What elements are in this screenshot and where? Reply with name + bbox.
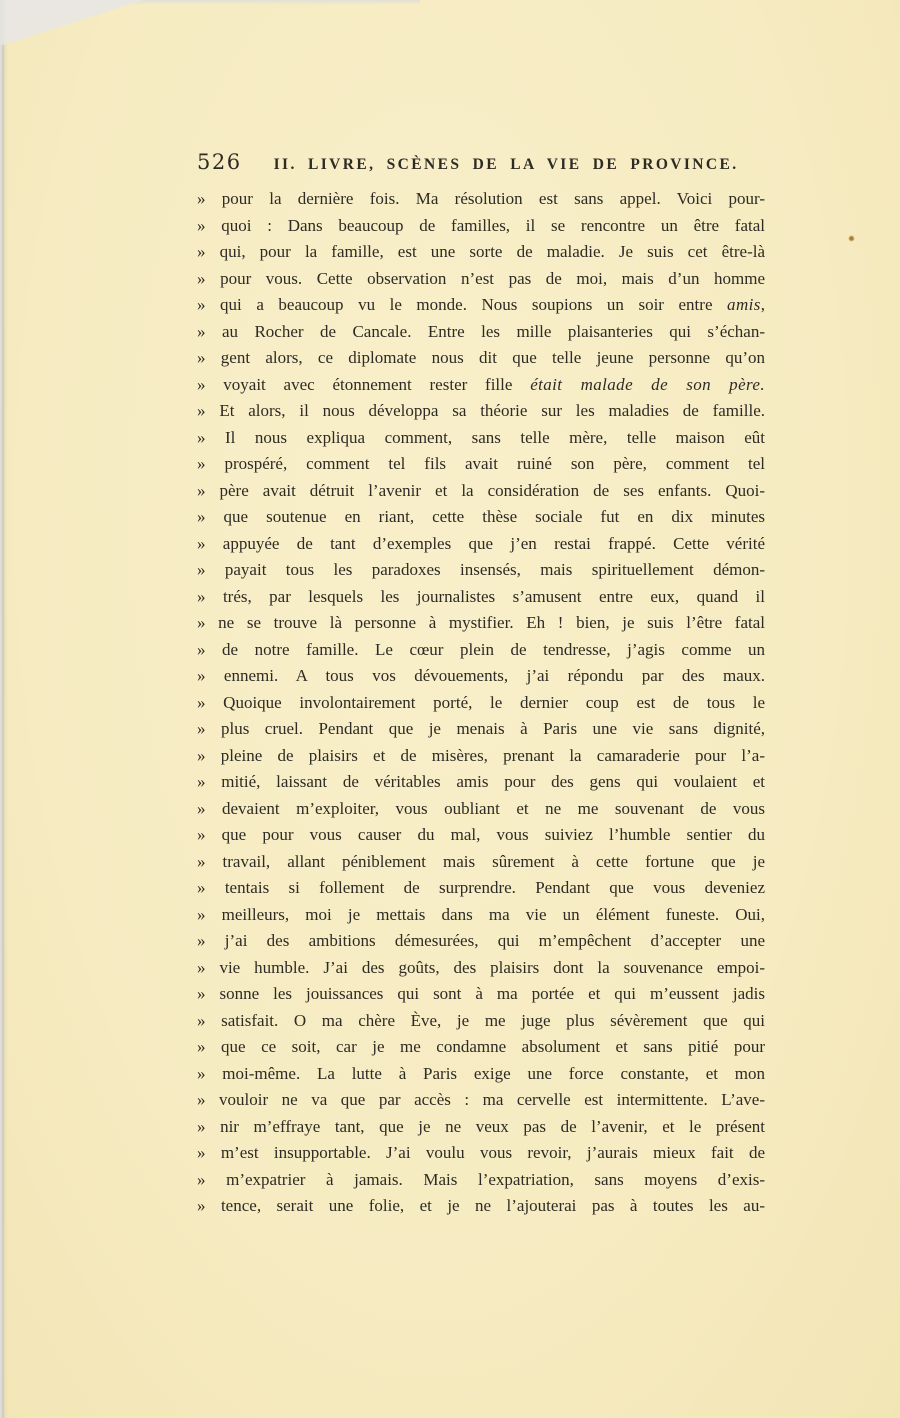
text-line [197,743,765,770]
text-segment: sonne les jouissances qui sont à ma portée et qui m’eussent jadis [219,984,766,1003]
text-line [197,186,765,213]
running-title: II. LIVRE, SCÈNES DE LA VIE DE PROVINCE. [273,156,739,173]
page-header [197,150,765,174]
text-segment: vouloir ne va que par accès : ma cervelle est intermittente. L’ave- [219,1090,766,1109]
text-line [197,822,765,849]
quote-continuation-mark: » [197,772,206,791]
italic-text-segment: amis [727,295,761,314]
quote-continuation-mark: » [197,1169,206,1189]
text-line [197,769,765,796]
text-segment: devaient m’exploiter, vous oubliant et ne me souvenant de vous [222,798,766,818]
quote-continuation-mark: » [197,242,206,261]
text-line [197,902,765,929]
quote-continuation-mark: » [197,798,206,818]
quote-continuation-mark: » [197,825,206,844]
text-line [197,928,765,955]
text-line [197,849,765,876]
quote-continuation-mark: » [197,692,206,712]
quote-continuation-mark: » [197,745,206,765]
text-segment: Et alors, il nous développa sa théorie sur les maladies de famille. [219,401,766,420]
text-segment: vie humble. J’ai des goûts, des plaisirs dont la souvenance empoi- [219,957,765,977]
text-line [197,690,765,717]
text-segment: pour la dernière fois. Ma résolution est sans appel. Voici pour- [221,189,765,208]
quote-continuation-mark: » [197,533,206,553]
text-segment: m’expatrier à jamais. Mais l’expatriation, sans moyens d’exis- [226,1169,765,1189]
text-segment: moi-même. La lutte à Paris exige une force constante, et mon [222,1063,766,1083]
text-segment: prospéré, comment tel fils avait ruiné son père, comment tel [224,454,766,473]
text-line [197,372,765,399]
text-line [197,1140,765,1167]
text-line [197,1167,765,1194]
text-segment: au Rocher de Cancale. Entre les mille plaisanteries qui s’échan- [221,321,766,341]
quote-continuation-mark: » [197,427,206,447]
text-segment: qui a beaucoup vu le monde. Nous soupions un soir entre [220,295,728,314]
text-segment: tence, serait une folie, et je ne l’ajouterai pas à toutes les au- [220,1196,765,1215]
quote-continuation-mark: » [197,189,206,208]
quote-continuation-mark: » [197,268,206,288]
quote-continuation-mark: » [197,480,206,500]
quote-continuation-mark: » [197,1143,206,1162]
text-segment: nir m’effraye tant, que je ne veux pas de l’avenir, et le présent [220,1116,765,1136]
text-line [197,1034,765,1061]
quote-continuation-mark: » [197,957,206,977]
text-segment: meilleurs, moi je mettais dans ma vie un élément funeste. Oui, [221,904,766,924]
text-segment: père avait détruit l’avenir et la considération de ses enfants. Quoi- [219,480,766,500]
quote-continuation-mark: » [197,321,206,341]
quote-continuation-mark: » [197,560,206,579]
page-lines [197,186,765,1220]
text-segment: mitié, laissant de véritables amis pour des gens qui voulaient et [221,772,765,791]
quote-continuation-mark: » [197,586,206,606]
italic-text-segment: était malade de son père. [530,374,766,394]
text-line [197,875,765,902]
text-segment: ennemi. A tous vos dévouements, j’ai répondu par des maux. [223,666,765,685]
text-line [197,213,765,240]
quote-continuation-mark: » [197,1196,206,1215]
text-line [197,239,765,266]
text-line [197,610,765,637]
quote-continuation-mark: » [197,931,206,950]
text-line [197,584,765,611]
page-left-edge [0,0,8,1418]
quote-continuation-mark: » [197,295,206,314]
quote-continuation-mark: » [197,507,206,526]
text-segment: que soutenue en riant, cette thèse sociale fut en dix minutes [223,507,766,526]
text-segment: j’ai des ambitions démesurées, qui m’empêchent d’accepter une [224,931,766,950]
quote-continuation-mark: » [197,215,206,235]
text-line [197,557,765,584]
text-line [197,398,765,425]
text-segment: quoi : Dans beaucoup de familles, il se rencontre un être fatal [221,215,765,235]
quote-continuation-mark: » [197,613,206,632]
text-line [197,981,765,1008]
text-segment: qui, pour la famille, est une sorte de maladie. Je suis cet être-là [219,242,766,261]
quote-continuation-mark: » [197,374,206,394]
quote-continuation-mark: » [197,1090,206,1109]
text-segment: que ce soit, car je me condamne absolument et sans pitié pour [221,1037,765,1056]
text-line [197,531,765,558]
text-line [197,637,765,664]
text-line [197,796,765,823]
text-line [197,1193,765,1220]
quote-continuation-mark: » [197,1010,206,1030]
text-segment: de notre famille. Le cœur plein de tendresse, j’agis comme un [222,639,766,659]
quote-continuation-mark: » [197,878,206,897]
paper-speck [849,236,854,241]
text-column [197,150,765,1220]
text-line [197,478,765,505]
text-line [197,292,765,319]
quote-continuation-mark: » [197,719,206,738]
text-line [197,319,765,346]
text-line [197,663,765,690]
text-segment: pleine de plaisirs et de misères, prenant la camaraderie pour l’a- [220,745,765,765]
quote-continuation-mark: » [197,1063,206,1083]
quote-continuation-mark: » [197,904,206,924]
quote-continuation-mark: » [197,401,206,420]
text-segment: tentais si follement de surprendre. Pendant que vous deveniez [224,878,765,897]
text-segment: payait tous les paradoxes insensés, mais spirituellement démon- [224,560,766,579]
text-segment: appuyée de tant d’exemples que j’en restai frappé. Cette vérité [222,533,765,553]
text-line [197,504,765,531]
quote-continuation-mark: » [197,984,206,1003]
text-segment: m’est insupportable. J’ai voulu vous revoir, j’aurais mieux fait de [220,1143,766,1162]
quote-continuation-mark: » [197,851,206,871]
text-line [197,425,765,452]
text-segment: ne se trouve là personne à mystifier. Eh ! bien, je suis l’être fatal [218,613,765,632]
text-line [197,1087,765,1114]
text-segment: Quoique involontairement porté, le dernier coup est de tous le [223,692,765,712]
text-segment: trés, par lesquels les journalistes s’amusent entre eux, quand il [222,586,765,606]
quote-continuation-mark: » [197,639,206,659]
text-segment: voyait avec étonnement rester fille [223,374,531,394]
text-line [197,451,765,478]
text-line [197,1114,765,1141]
text-segment: gent alors, ce diplomate nous dit que telle jeune personne qu’on [220,348,766,367]
quote-continuation-mark: » [197,348,206,367]
quote-continuation-mark: » [197,666,206,685]
text-segment: pour vous. Cette observation n’est pas de moi, mais d’un homme [220,268,765,288]
text-line [197,955,765,982]
quote-continuation-mark: » [197,1116,206,1136]
text-line [197,716,765,743]
text-segment: , [760,295,766,314]
quote-continuation-mark: » [197,1037,206,1056]
page-number: 526 [197,150,242,174]
text-segment: plus cruel. Pendant que je menais à Paris une vie sans dignité, [220,719,765,738]
text-segment: que pour vous causer du mal, vous suiviez l’humble sentier du [221,825,766,844]
text-segment: travail, allant péniblement mais sûrement à cette fortune que je [222,851,766,871]
text-segment: satisfait. O ma chère Ève, je me juge plus sévèrement que qui [221,1010,766,1030]
quote-continuation-mark: » [197,454,206,473]
text-line [197,266,765,293]
text-line [197,1008,765,1035]
text-line [197,345,765,372]
page-corner-backing [0,0,150,46]
text-line [197,1061,765,1088]
text-segment: Il nous expliqua comment, sans telle mère, telle maison eût [225,427,766,447]
